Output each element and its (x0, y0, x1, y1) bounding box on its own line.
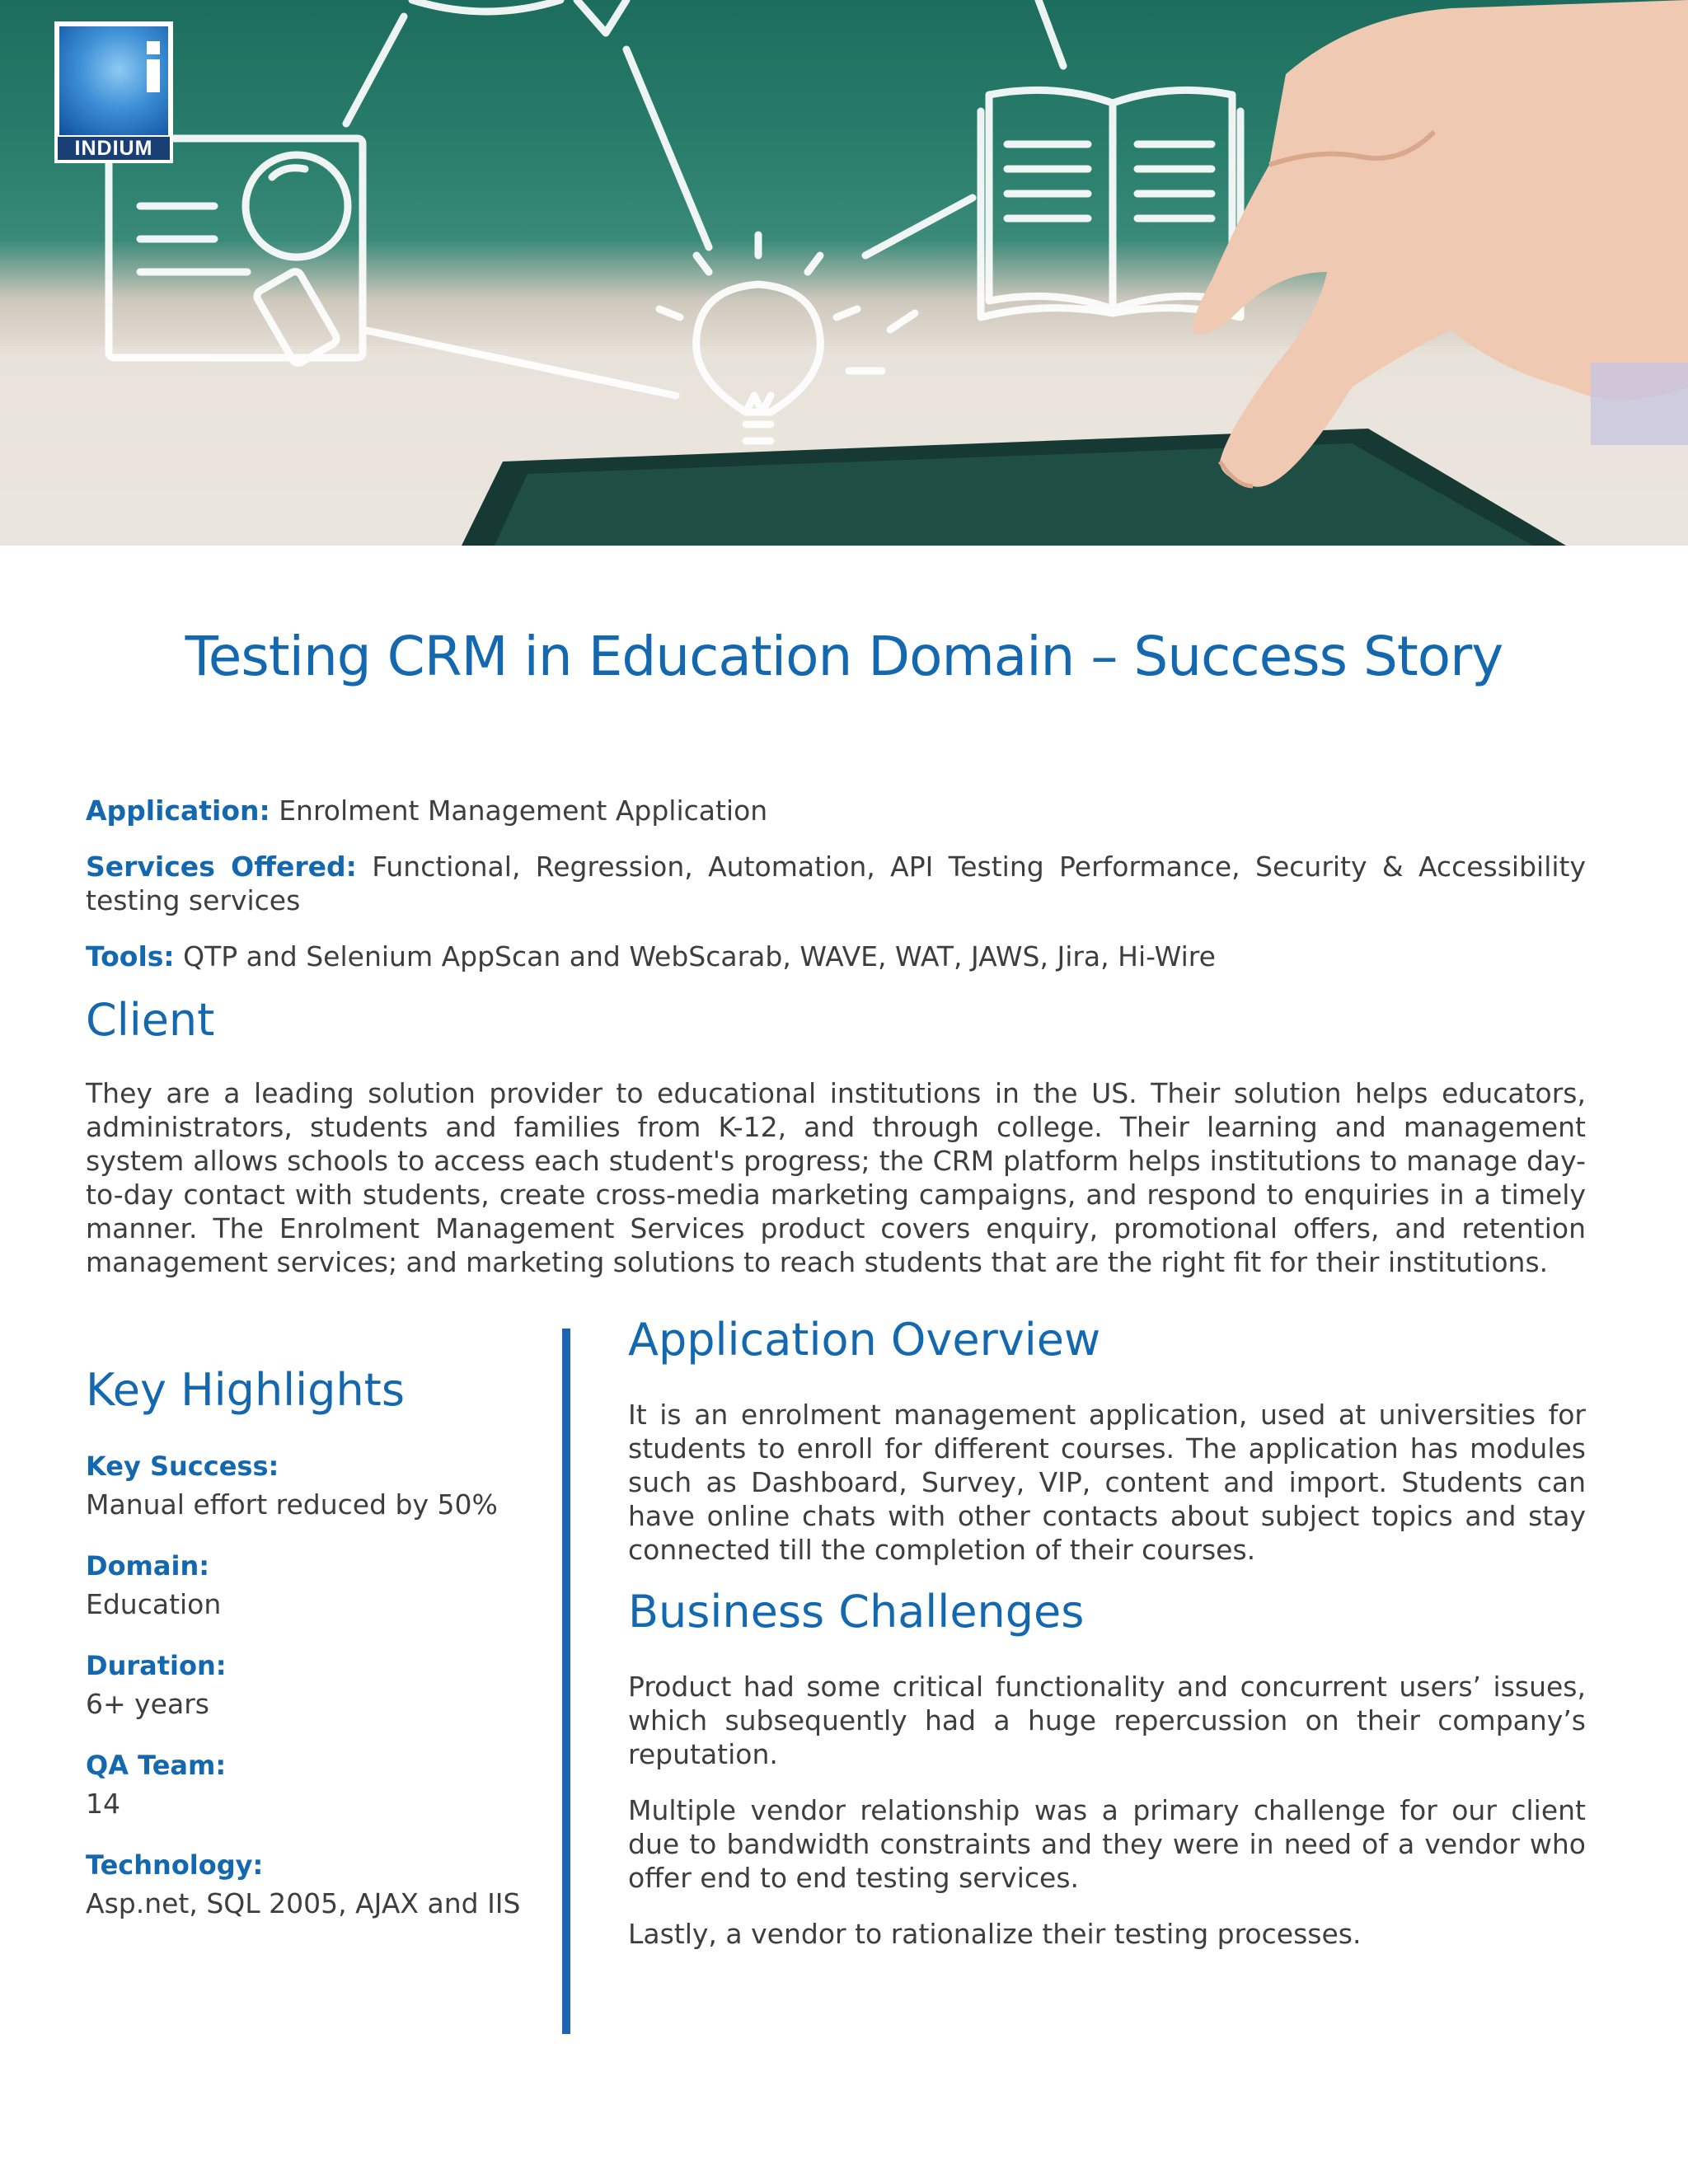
application-label: Application: (86, 794, 270, 827)
qa-team-value: 14 (86, 1788, 120, 1820)
challenge-paragraph-2: Multiple vendor relationship was a primary challenge for our client due to bandwidth constraints and they were in need of a vendor who offer end to end testing services. (628, 1794, 1586, 1894)
application-line (86, 794, 1586, 827)
column-divider (562, 1329, 570, 2034)
logo-wordmark: INDIUM (58, 137, 170, 160)
services-label: Services Offered: (86, 851, 357, 883)
challenge-paragraph-3: Lastly, a vendor to rationalize their testing processes. (628, 1918, 1362, 1950)
duration-label: Duration: (86, 1650, 227, 1681)
logo-mark (59, 26, 168, 135)
duration-value: 6+ years (86, 1688, 209, 1720)
logo-i-glyph (147, 41, 160, 91)
hero-illustration (0, 0, 1688, 546)
domain-value: Education (86, 1588, 222, 1620)
application-value: Enrolment Management Application (279, 794, 768, 827)
tools-label: Tools: (86, 940, 175, 972)
key-highlights-heading: Key Highlights (86, 1364, 405, 1416)
application-overview-heading: Application Overview (628, 1314, 1101, 1366)
key-success-label: Key Success: (86, 1451, 279, 1482)
tools-line (86, 940, 1586, 973)
services-value: Functional, Regression, Automation, API Testing Performance, Security & Accessibility testing services (86, 851, 1587, 916)
technology-value: Asp.net, SQL 2005, AJAX and IIS (86, 1887, 521, 1919)
tools-value: QTP and Selenium AppScan and WebScarab, WAVE, WAT, JAWS, Jira, Hi-Wire (183, 940, 1216, 972)
client-body: They are a leading solution provider to educational institutions in the US. Their solution helps educators, administrators, students and families from K-12, and through college. Their learning and management system allows schools to access each student's progress; the CRM platform helps institutions to manage day-to-day contact with students, create cross-media marketing campaigns, and respond to enquiries in a timely manner. The Enrolment Management Services product covers enquiry, promotional offers, and retention management services; and marketing solutions to reach students that are the right fit for their institutions. (86, 1077, 1586, 1278)
services-line (86, 850, 1586, 917)
business-challenges-heading: Business Challenges (628, 1586, 1085, 1638)
challenge-paragraph-1: Product had some critical functionality and concurrent users’ issues, which subsequently had a huge repercussion on their company’s reputation. (628, 1671, 1586, 1770)
technology-label: Technology: (86, 1849, 264, 1881)
client-heading: Client (86, 994, 215, 1046)
application-overview-body: It is an enrolment management application, used at universities for students to enroll for different courses. The application has modules such as Dashboard, Survey, VIP, content and import. Students can have online chats with other contacts about subject topics and stay connected till the completion of their courses. (628, 1399, 1586, 1566)
qa-team-label: QA Team: (86, 1750, 227, 1781)
page-title: Testing CRM in Education Domain – Success Story (185, 625, 1503, 688)
hero-banner (0, 0, 1688, 546)
key-success-value: Manual effort reduced by 50% (86, 1488, 498, 1521)
indium-logo (54, 21, 173, 163)
domain-label: Domain: (86, 1550, 210, 1582)
